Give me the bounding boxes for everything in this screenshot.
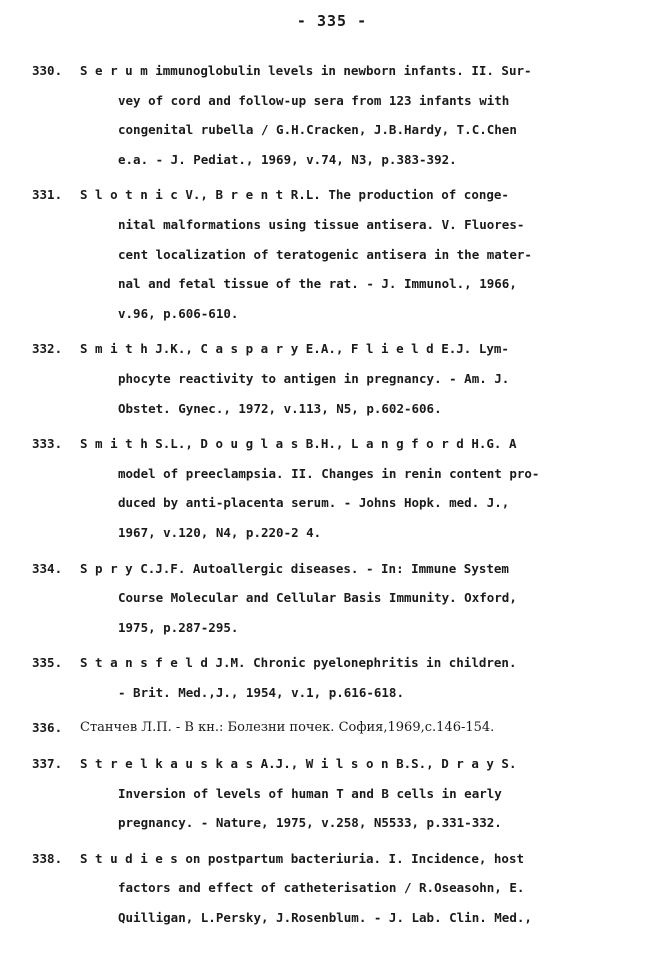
entry-text-line: S t u d i e s on postpartum bacteriuria. I. Incidence, host — [80, 850, 525, 866]
entry-text-line: S p r y C.J.F. Autoallergic diseases. - In: Immune System — [80, 560, 509, 576]
entry-text-line: e.a. - J. Pediat., 1969, v.74, N3, p.383-392. — [118, 151, 457, 167]
entry-text-line: Inversion of levels of human T and B cells in early — [118, 785, 502, 801]
bibliography-entry — [32, 334, 636, 423]
entry-text-line: Станчев Л.П. - В кн.: Болезни почек. София,1969,с.146-154. — [80, 720, 495, 736]
entry-number: 334. — [32, 560, 63, 576]
entry-number: 332. — [32, 341, 63, 357]
page-number: - 335 - — [296, 12, 368, 30]
entry-text-line: pregnancy. - Nature, 1975, v.258, N5533, p.331-332. — [118, 815, 502, 831]
entry-text-line: model of preeclampsia. II. Changes in renin content pro- — [118, 465, 540, 481]
entry-text-line: Quilligan, L.Persky, J.Rosenblum. - J. Lab. Clin. Med., — [118, 910, 532, 926]
bibliography-entry — [32, 844, 636, 933]
entry-text-line: S t a n s f e l d J.M. Chronic pyelonephritis in children. — [80, 655, 517, 671]
entry-text-line: nital malformations using tissue antisera. V. Fluores- — [118, 216, 525, 232]
bibliography-entry — [32, 180, 636, 328]
entry-text-line: S m i t h S.L., D o u g l a s B.H., L a n g f o r d H.G. A — [80, 436, 517, 452]
entry-number: 331. — [32, 187, 63, 203]
entry-number: 336. — [32, 720, 63, 736]
entry-number: 338. — [32, 850, 63, 866]
bibliography-entry — [32, 648, 636, 707]
bibliography-entry — [32, 56, 636, 174]
entry-text-line: phocyte reactivity to antigen in pregnancy. - Am. J. — [118, 370, 510, 386]
entry-text-line: - Brit. Med.,J., 1954, v.1, p.616-618. — [118, 684, 404, 700]
entry-text-line: v.96, p.606-610. — [118, 305, 239, 321]
entry-text-line: S m i t h J.K., C a s p a r y E.A., F l i e l d E.J. Lym- — [80, 341, 509, 357]
entry-number: 330. — [32, 63, 63, 78]
entry-text-line: 1975, p.287-295. — [118, 619, 239, 635]
bibliography-list — [32, 56, 636, 939]
entry-text-line: 1967, v.120, N4, p.220-2 4. — [118, 524, 322, 540]
entry-text-line: nal and fetal tissue of the rat. - J. Immunol., 1966, — [118, 276, 517, 292]
bibliography-entry — [32, 554, 636, 643]
bibliography-entry — [32, 713, 636, 743]
entry-text-line: S t r e l k a u s k a s A.J., W i l s o n B.S., D r a y S. — [80, 756, 517, 772]
entry-text-line: vey of cord and follow-up sera from 123 infants with — [118, 92, 510, 108]
entry-text-line: factors and effect of catheterisation / R.Oseasohn, E. — [118, 880, 525, 896]
bibliography-entry — [32, 429, 636, 547]
entry-number: 335. — [32, 655, 63, 671]
entry-text-line: cent localization of teratogenic antisera in the mater- — [118, 246, 532, 262]
entry-number: 333. — [32, 436, 63, 452]
bibliography-entry — [32, 749, 636, 838]
entry-text-line: congenital rubella / G.H.Cracken, J.B.Hardy, T.C.Chen — [118, 122, 517, 138]
entry-text-line: S l o t n i c V., B r e n t R.L. The production of conge- — [80, 187, 509, 203]
entry-number: 337. — [32, 756, 63, 772]
entry-text-line: S e r u m immunoglobulin levels in newborn infants. II. Sur- — [80, 63, 532, 78]
entry-text-line: Course Molecular and Cellular Basis Immunity. Oxford, — [118, 590, 517, 606]
entry-text-line: Obstet. Gynec., 1972, v.113, N5, p.602-606. — [118, 400, 442, 416]
entry-text-line: duced by anti-placenta serum. - Johns Hopk. med. J., — [118, 495, 510, 511]
